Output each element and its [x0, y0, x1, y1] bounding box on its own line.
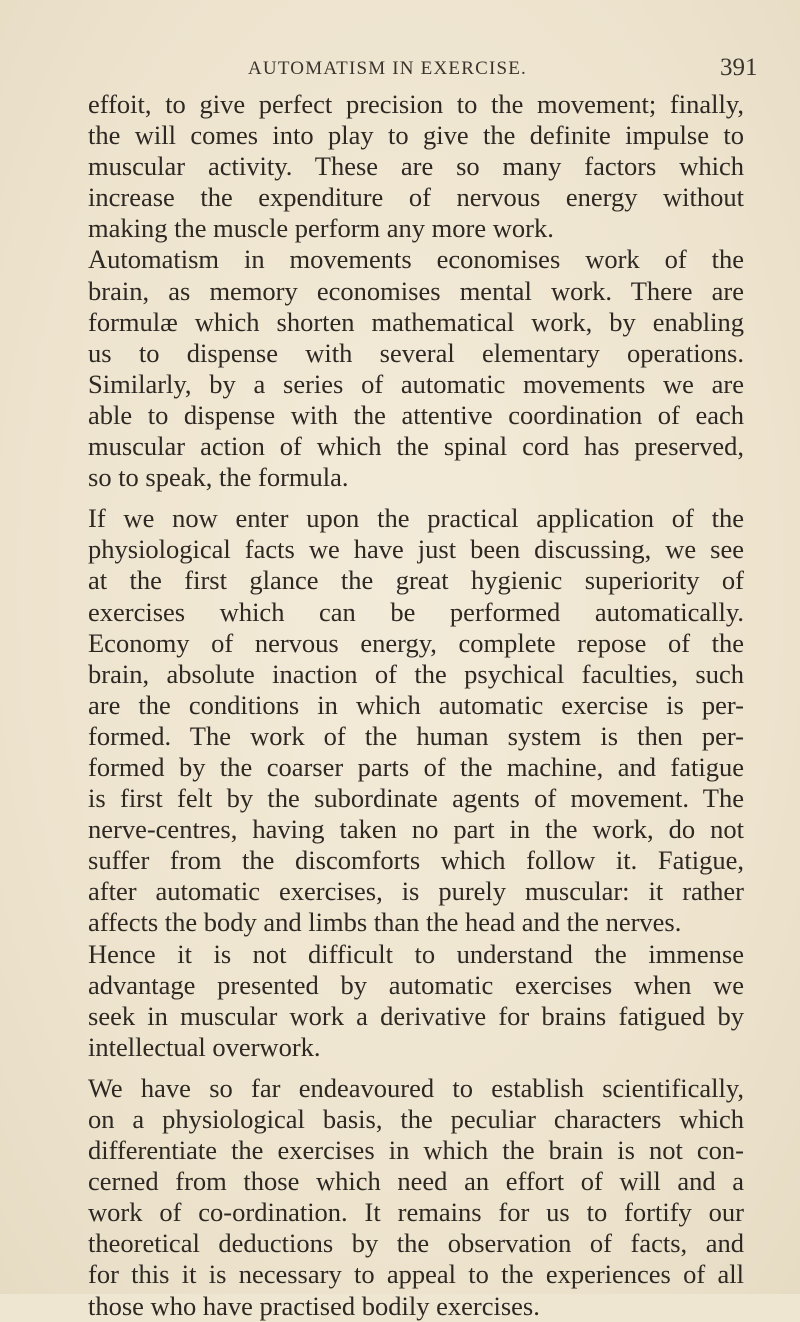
text-line: brain, absolute inaction of the psychical faculties, such [88, 658, 744, 689]
text-line: us to dispense with several elementary operations. [88, 337, 744, 368]
text-line: so to speak, the formula. [88, 462, 349, 493]
text-line: is first felt by the subordinate agents of movement. The [88, 783, 744, 814]
text-line: suffer from the discomforts which follow it. Fatigue, [88, 845, 744, 876]
text-line: advantage presented by automatic exercises when we [88, 969, 744, 1000]
text-line: formed by the coarser parts of the machine, and fatigue [88, 751, 744, 782]
text-line: We have so far endeavoured to establish scientifically, [88, 1072, 744, 1103]
text-line: Automatism in movements economises work of the [88, 244, 744, 275]
text-line: able to dispense with the attentive coordination of each [88, 399, 744, 430]
text-line: making the muscle perform any more work. [88, 213, 554, 244]
paragraph [88, 1073, 744, 1322]
text-line: formed. The work of the human system is then per- [88, 720, 744, 751]
text-line: are the conditions in which automatic exercise is per- [88, 689, 744, 720]
text-line: those who have practised bodily exercises. [88, 1290, 540, 1321]
text-line: after automatic exercises, is purely muscular: it rather [88, 876, 744, 907]
text-line: physiological facts we have just been discussing, we see [88, 534, 744, 565]
text-line: theoretical deductions by the observation of facts, and [88, 1228, 744, 1259]
paragraph-gap [88, 493, 744, 503]
text-line: for this it is necessary to appeal to the experiences of all [88, 1259, 744, 1290]
text-line: nerve-centres, having taken no part in the work, do not [88, 814, 744, 845]
text-line: Economy of nervous energy, complete repose of the [88, 627, 744, 658]
text-line: If we now enter upon the practical application of the [88, 503, 744, 534]
text-line: Hence it is not difficult to understand the immense [88, 938, 744, 969]
body-text [88, 89, 744, 1322]
paragraph [88, 89, 744, 244]
text-line: exercises which can be performed automatically. [88, 596, 744, 627]
paragraph [88, 939, 744, 1063]
paragraph [88, 503, 744, 938]
text-line: cerned from those which need an effort of will and a [88, 1166, 744, 1197]
text-line: muscular activity. These are so many factors which [88, 151, 744, 182]
text-line: affects the body and limbs than the head and the nerves. [88, 907, 682, 938]
paragraph-gap [88, 1063, 744, 1073]
running-head: AUTOMATISM IN EXERCISE. [248, 58, 528, 79]
page-number: 391 [720, 54, 758, 81]
text-line: on a physiological basis, the peculiar characters which [88, 1104, 744, 1134]
text-line: effoit, to give perfect precision to the movement; finally, [88, 89, 744, 119]
text-line: increase the expenditure of nervous energy without [88, 182, 744, 213]
text-line: the will comes into play to give the definite impulse to [88, 120, 744, 151]
text-line: Similarly, by a series of automatic movements we are [88, 368, 744, 399]
text-line: intellectual overwork. [88, 1031, 321, 1062]
text-line: differentiate the exercises in which the brain is not con- [88, 1135, 744, 1166]
text-line: brain, as memory economises mental work. There are [88, 275, 744, 306]
text-line: seek in muscular work a derivative for brains fatigued by [88, 1000, 744, 1031]
text-line: at the first glance the great hygienic superiority of [88, 565, 744, 596]
paragraph [88, 244, 744, 493]
text-line: formulæ which shorten mathematical work, by enabling [88, 306, 744, 337]
text-line: muscular action of which the spinal cord has preserved, [88, 431, 744, 462]
text-line: work of co-ordination. It remains for us to fortify our [88, 1197, 744, 1228]
